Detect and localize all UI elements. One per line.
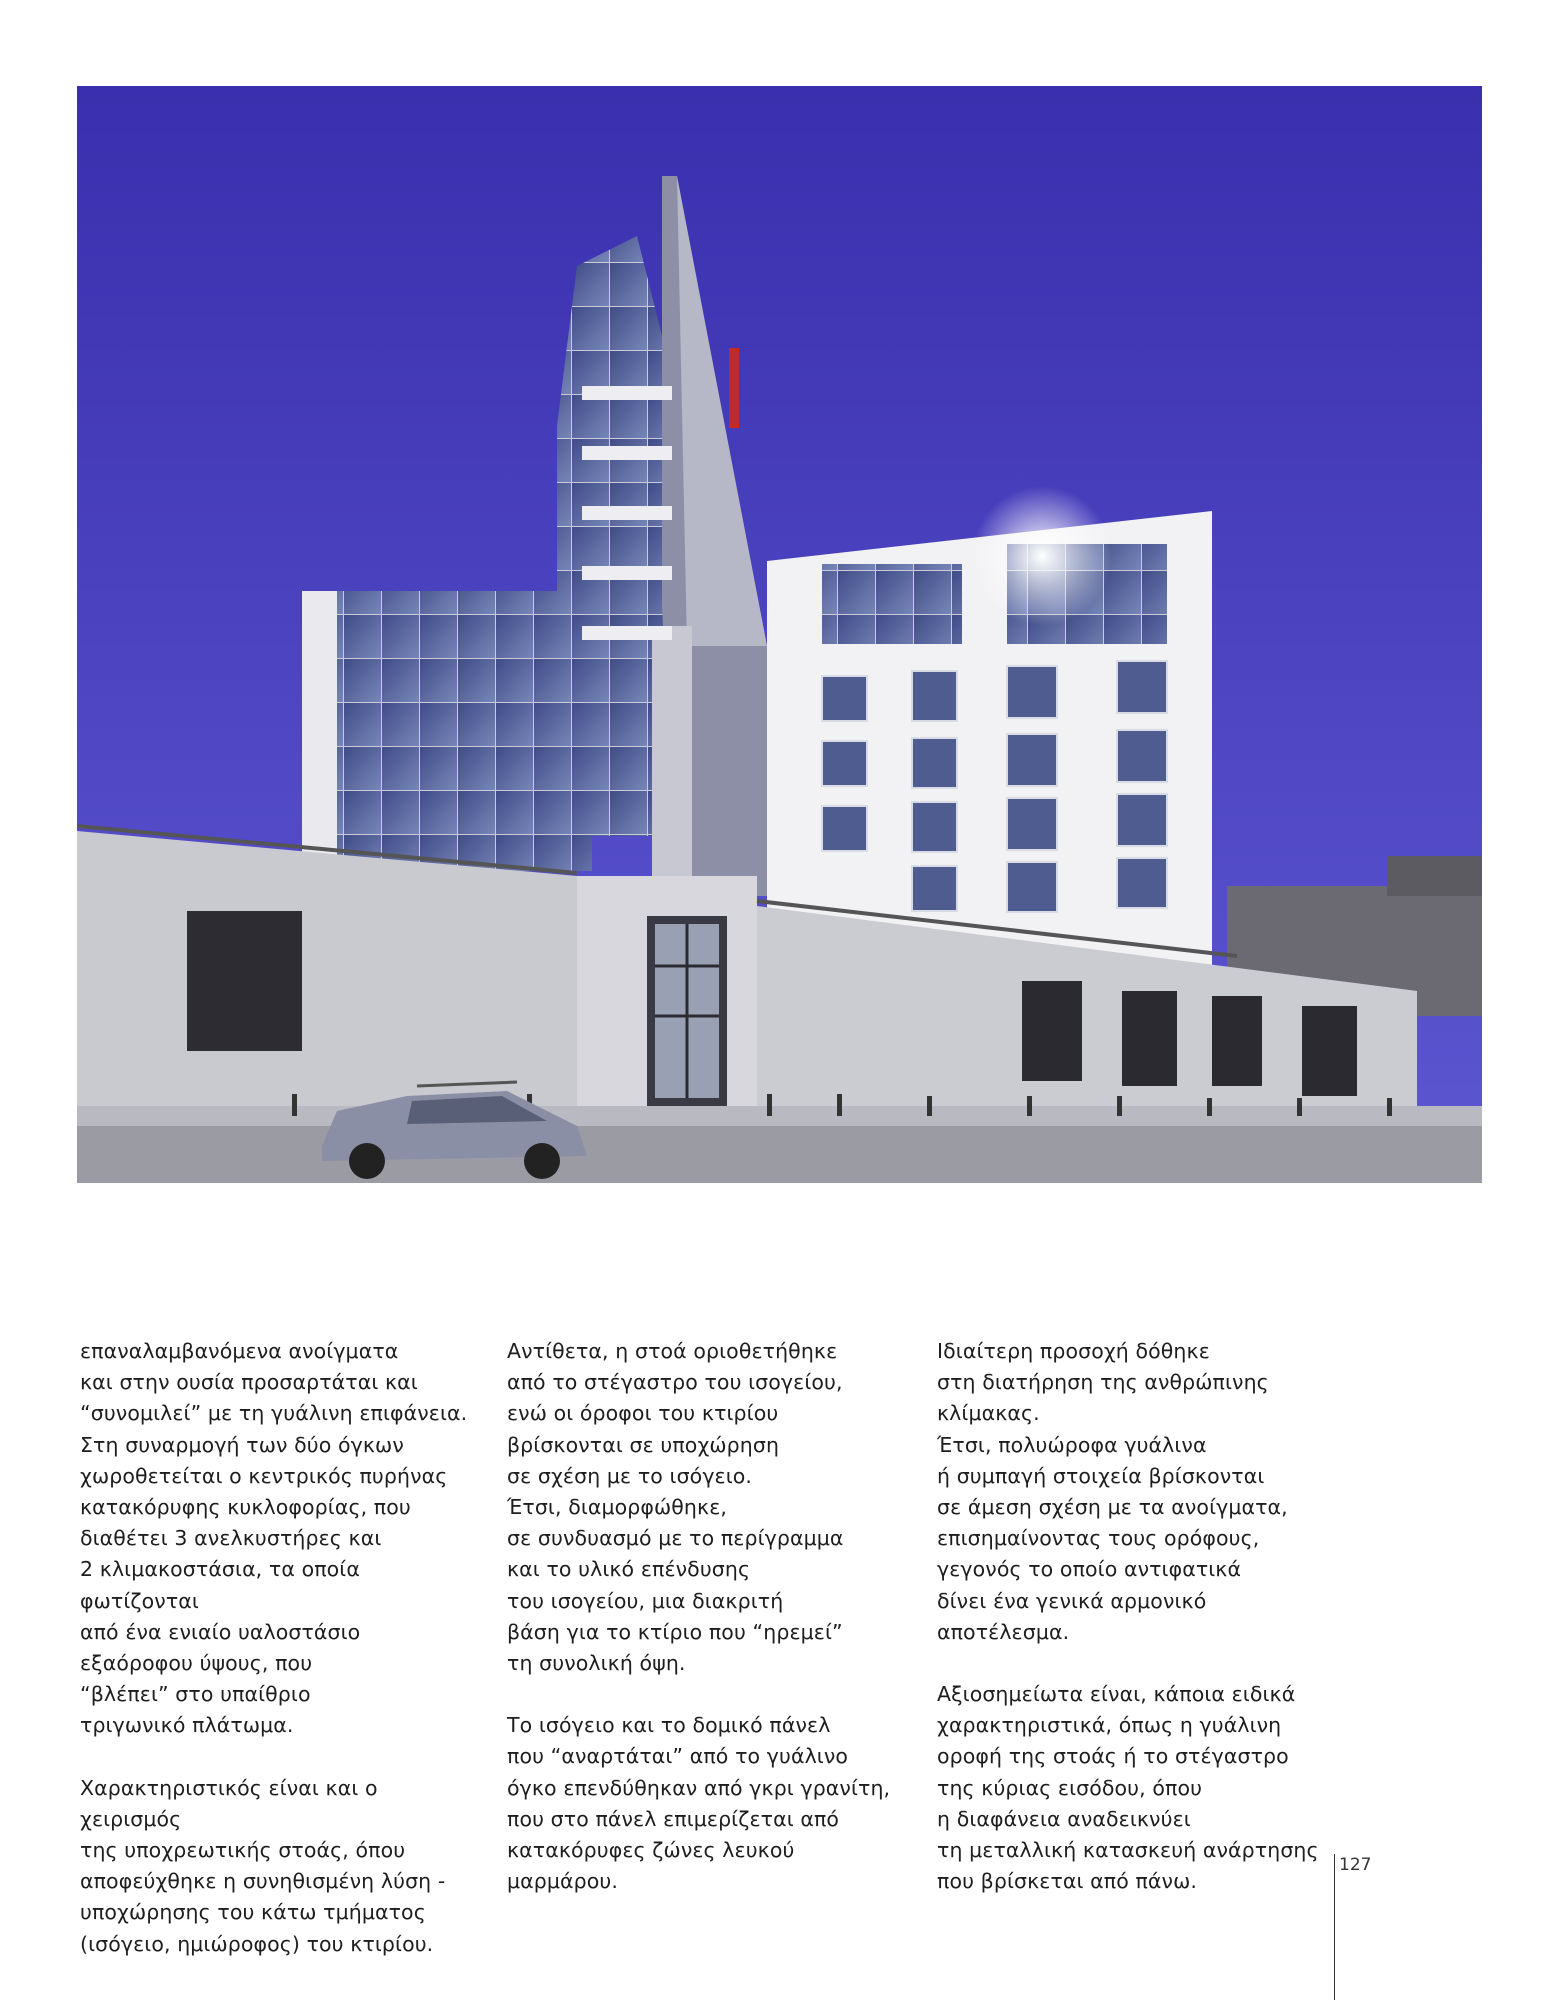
column-1-paragraph-1: επαναλαμβανόμενα ανοίγματα και στην ουσία προσαρτάται και “συνομιλεί” με τη γυάλινη επιφάνεια. Στη συναρμογή των δύο όγκων χωροθετείται ο κεντρικός πυρήνας κατακόρυφης κυκλοφορίας, που διαθέτει 3 ανελκυστήρες και 2 κλιμακοστάσια, τα οποία φωτίζονται από ένα ενιαίο υαλοστάσιο εξαόροφου ύψους, που “βλέπει” στο υπαίθριο τριγωνικό πλάτωμα. bbox=[80, 1339, 468, 1738]
column-1-paragraph-2: Χαρακτηριστικός είναι και ο χειρισμός της υποχρεωτικής στοάς, όπου αποφεύχθηκε η συνηθισμένη λύση - υποχώρησης του κάτω τμήματος (ισόγειο, ημιώροφος) του κτιρίου. bbox=[80, 1775, 446, 1956]
text-column-3 bbox=[937, 1336, 1357, 1928]
column-3-paragraph-1: Ιδιαίτερη προσοχή δόθηκε στη διατήρηση της ανθρώπινης κλίμακας. Έτσι, πολυώροφα γυάλινα ή συμπαγή στοιχεία βρίσκονται σε άμεση σχέση με τα ανοίγματα, επισημαίνοντας τους ορόφους, γεγονός το οποίο αντιφατικά δίνει ένα γενικά αρμονικό αποτέλεσμα. bbox=[937, 1339, 1288, 1644]
column-3-paragraph-2: Αξιοσημείωτα είναι, κάποια ειδικά χαρακτηριστικά, όπως η γυάλινη οροφή της στοάς ή το στέγαστρο της κύριας εισόδου, όπου η διαφάνεια αναδεικνύει τη μεταλλική κατασκευή ανάρτησης που βρίσκεται από πάνω. bbox=[937, 1682, 1319, 1894]
glass-block bbox=[332, 591, 592, 871]
page-number: 127 bbox=[1334, 1854, 1371, 2000]
sun-flare bbox=[972, 486, 1112, 626]
text-column-2 bbox=[507, 1336, 927, 1928]
granite-wall-left bbox=[77, 831, 577, 1116]
building-photo-icon bbox=[77, 86, 1482, 1183]
road bbox=[77, 1126, 1482, 1183]
text-column-1 bbox=[80, 1336, 480, 1991]
column-2-paragraph-2: Το ισόγειο και το δομικό πάνελ που “αναρτάται” από το γυάλινο όγκο επενδύθηκαν από γκρι γρανίτη, που στο πάνελ επιμερίζεται από κατακόρυφες ζώνες λευκού μαρμάρου. bbox=[507, 1713, 891, 1894]
column-2-paragraph-1: Αντίθετα, η στοά οριοθετήθηκε από το στέγαστρο του ισογείου, ενώ οι όροφοι του κτιρίου βρίσκονται σε υποχώρηση σε σχέση με το ισόγειο. Έτσι, διαμορφώθηκε, σε συνδυασμό με το περίγραμμα και το υλικό επένδυσης του ισογείου, μια διακριτή βάση για το κτίριο που “ηρεμεί” τη συνολική όψη. bbox=[507, 1339, 844, 1676]
building-photo bbox=[77, 86, 1482, 1183]
